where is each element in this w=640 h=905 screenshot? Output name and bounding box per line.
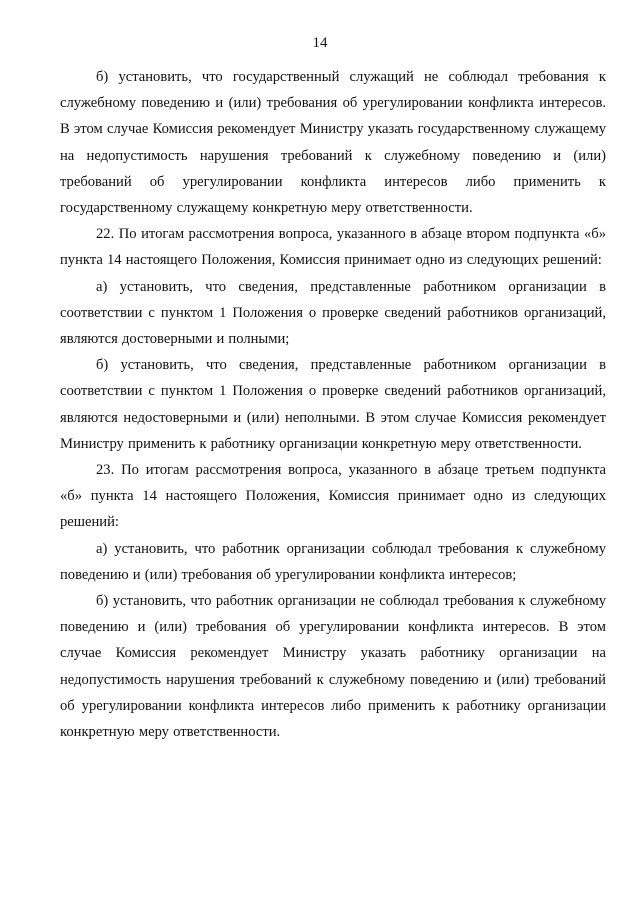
document-body [60, 64, 606, 745]
paragraph-22-b: б) установить, что сведения, представленные работником организации в соответствии с пунктом 1 Положения о проверке сведений работников организаций, являются недостоверными и (или) неполными. В этом случае Комиссия рекомендует Министру применить к работнику организации конкретную меру ответственности. [60, 357, 606, 452]
paragraph-22-a: а) установить, что сведения, представленные работником организации в соответствии с пунктом 1 Положения о проверке сведений работников организаций, являются достоверными и полными; [60, 278, 606, 348]
paragraph-item-23: 23. По итогам рассмотрения вопроса, указанного в абзаце третьем подпункта «б» пункта 14 настоящего Положения, Комиссия принимает одно из следующих решений: [60, 462, 606, 531]
paragraph-23-a: а) установить, что работник организации соблюдал требования к служебному поведению и (или) требования об урегулировании конфликта интересов; [60, 540, 606, 583]
page-number: 14 [312, 35, 328, 51]
paragraph-23-b: б) установить, что работник организации не соблюдал требования к служебному поведению и (или) требования об урегулировании конфликта интересов. В этом случае Комиссия рекомендует Министру указать работнику организации на недопустимость нарушения требований к служебному поведению и (или) требований об урегулировании конфликта интересов либо применить к работнику организации конкретную меру ответственности. [60, 593, 606, 741]
paragraph-item-22: 22. По итогам рассмотрения вопроса, указанного в абзаце втором подпункта «б» пункта 14 настоящего Положения, Комиссия принимает одно из следующих решений: [60, 226, 606, 269]
paragraph-b-state-employee-violation: б) установить, что государственный служащий не соблюдал требования к служебному поведению и (или) требования об урегулировании конфликта интересов. В этом случае Комиссия рекомендует Министру указать государственному служащему на недопустимость нарушения требований к служебному поведению и (или) требований об урегулировании конфликта интересов либо применить к государственному служащему конкретную меру ответственности. [60, 69, 606, 217]
